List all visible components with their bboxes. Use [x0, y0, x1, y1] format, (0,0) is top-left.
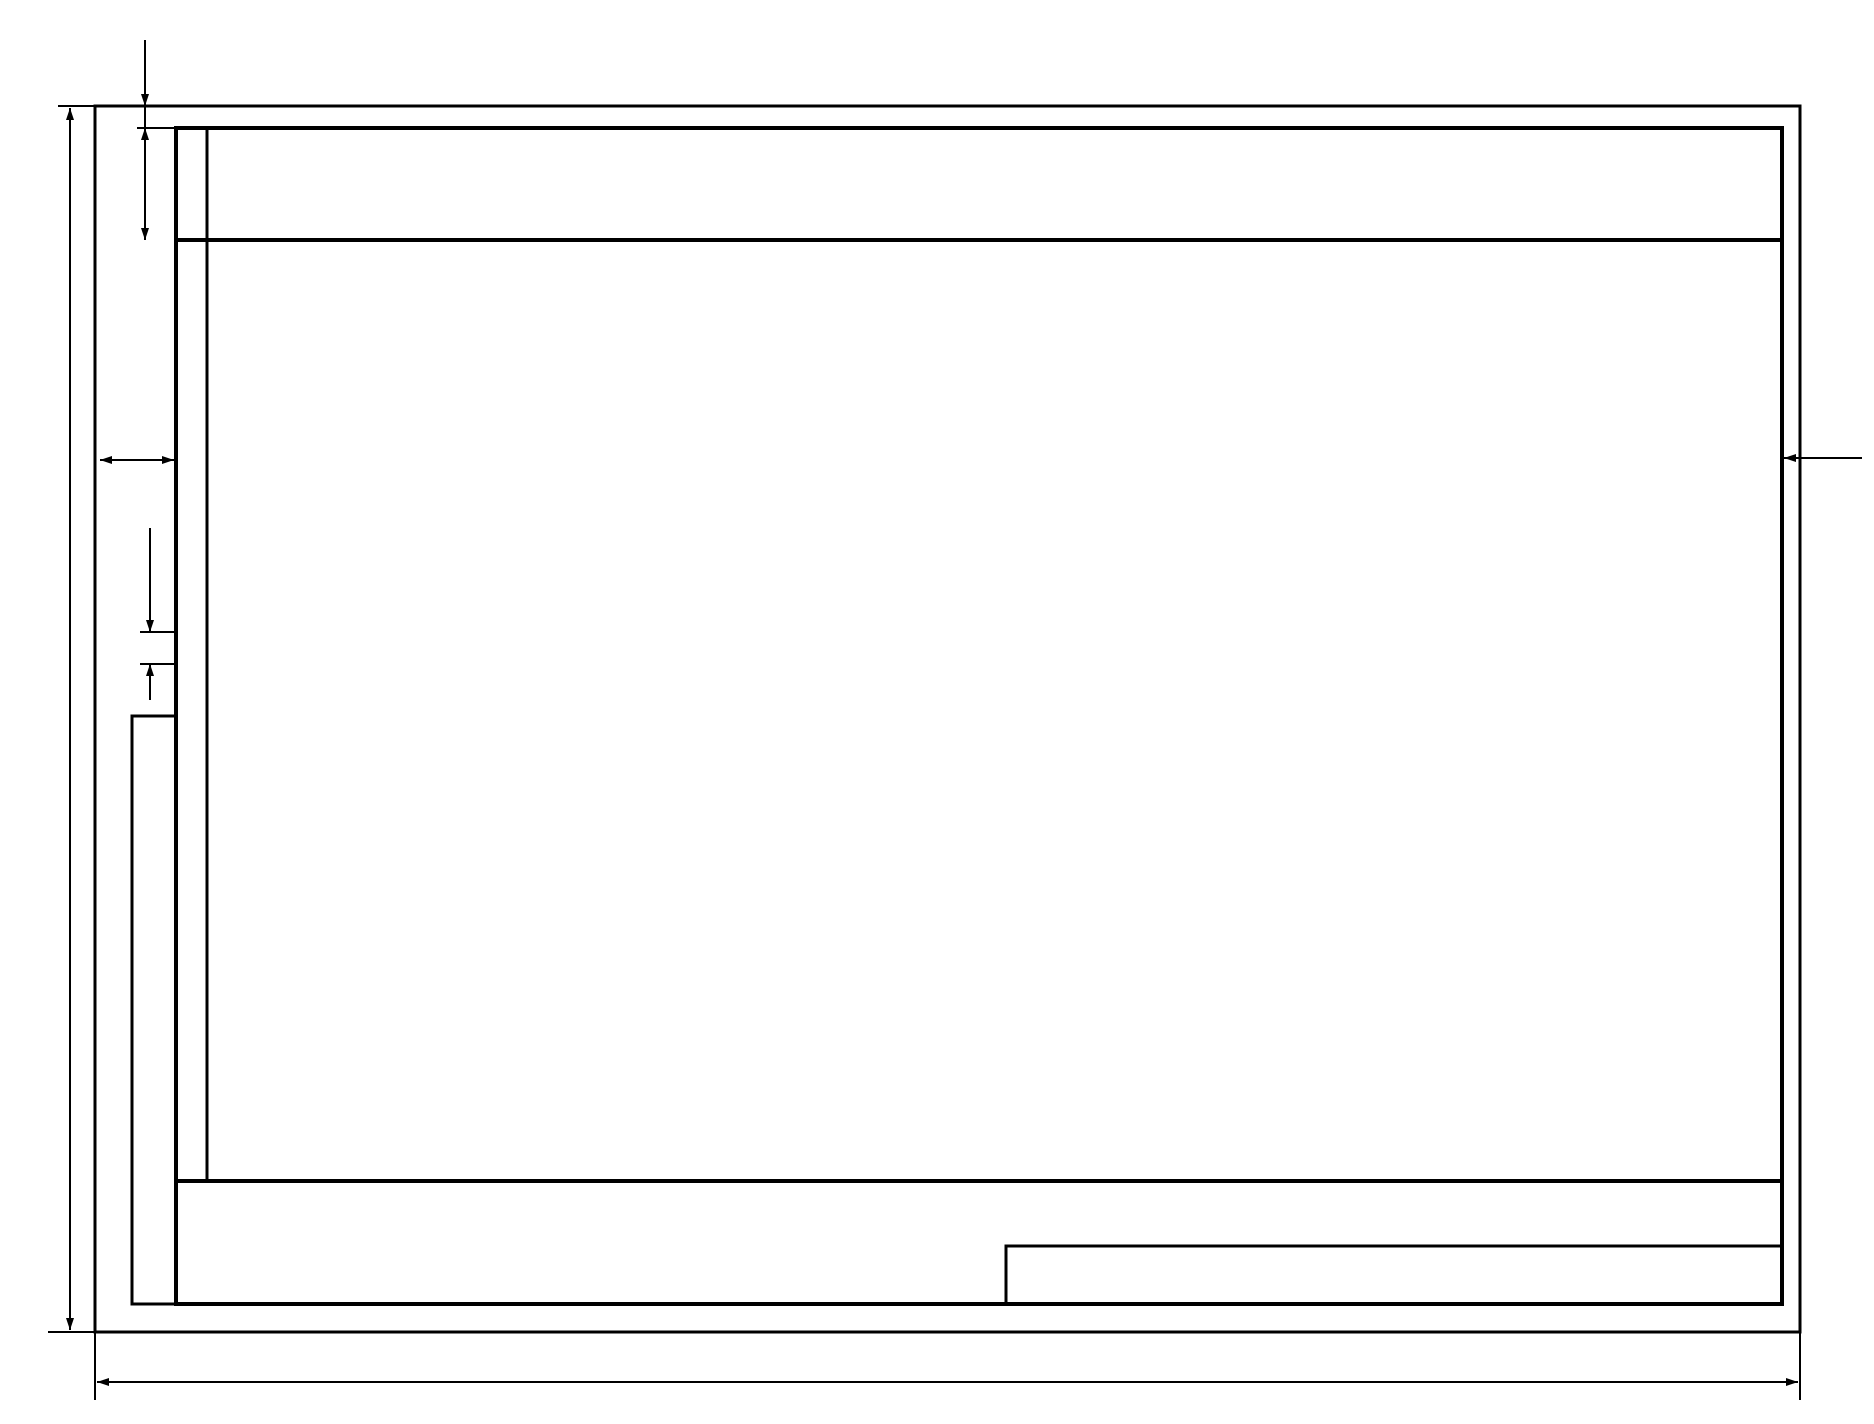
title-block [1006, 1246, 1782, 1304]
sheet-frame [95, 106, 1800, 1332]
table-frame [176, 128, 1782, 1304]
additional-columns-strip [132, 716, 176, 1304]
